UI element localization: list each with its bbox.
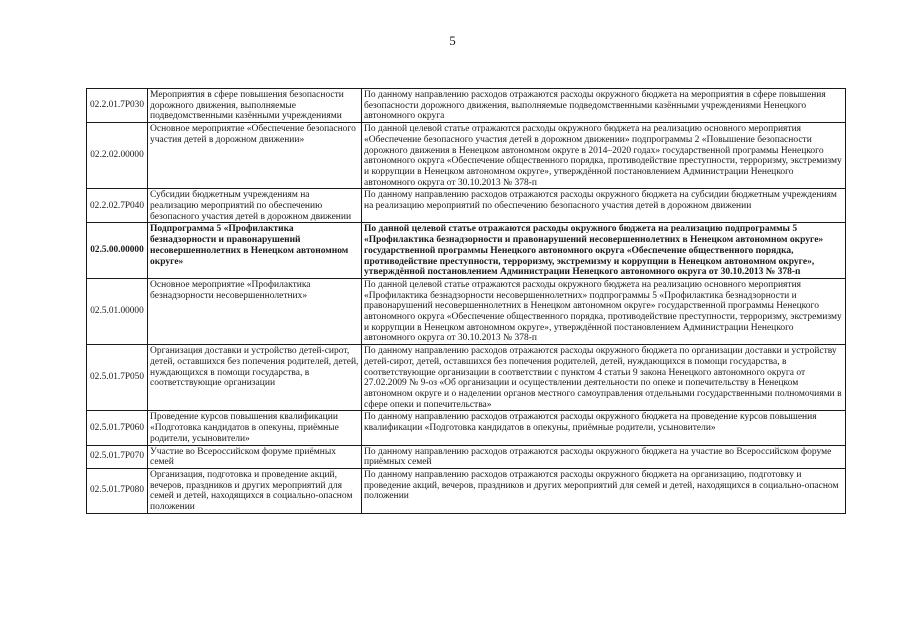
table-body [87, 89, 846, 514]
row-name-cell: Участие во Всероссийском форуме приёмных семей [148, 445, 362, 468]
row-name-cell: Подпрограмма 5 «Профилактика безнадзорности и правонарушений несовершеннолетних в Ненецком автономном округе» [148, 223, 362, 279]
budget-classification-table [86, 88, 846, 514]
row-code-cell: 02.2.02.7Р040 [87, 189, 148, 223]
row-code-cell: 02.2.02.00000 [87, 123, 148, 189]
row-code-cell: 02.5.00.00000 [87, 223, 148, 279]
row-code-cell: 02.5.01.7Р070 [87, 445, 148, 468]
table-row [87, 123, 846, 189]
row-description-cell: По данной целевой статье отражаются расходы окружного бюджета на реализацию основного мероприятия «Обеспечение безопасного участия детей в дорожном движении» подпрограммы 2 «Повышение безопасности дорожного движения в Ненецком автономном округе в 2014–2020 годах» государственной программы Ненецкого автономного округа «Обеспечение общественного порядка, противодействие преступности, терроризму, экстремизму и коррупции в Ненецком автономном округе», утверждённой постановлением Администрации Ненецкого автономного округа от 30.10.2013 № 378-п [362, 123, 846, 189]
table-row [87, 89, 846, 123]
row-code-cell: 02.2.01.7Р030 [87, 89, 148, 123]
row-name-cell: Мероприятия в сфере повышения безопасности дорожного движения, выполняемые подведомственными казёнными учреждениями [148, 89, 362, 123]
page-number: 5 [449, 33, 456, 48]
row-code-cell: 02.5.01.7Р060 [87, 411, 148, 445]
row-name-cell: Основное мероприятие «Обеспечение безопасного участия детей в дорожном движении» [148, 123, 362, 189]
table-row [87, 445, 846, 468]
table-row [87, 223, 846, 279]
row-description-cell: По данному направлению расходов отражаются расходы окружного бюджета по организации доставки и устройству детей-сирот, детей, оставшихся без попечения родителей, детей, нуждающихся в помощи государства, в соответствующие организации в соответствии с пунктом 4 статьи 9 закона Ненецкого автономного округа от 27.02.2009 № 9-оз «Об организации и осуществлении деятельности по опеке и попечительству в Ненецком автономном округе и о наделении органов местного самоуправления отдельными государственными полномочиями в сфере опеки и попечительства» [362, 345, 846, 411]
row-code-cell: 02.5.01.7Р080 [87, 468, 148, 513]
row-name-cell: Основное мероприятие «Профилактика безнадзорности несовершеннолетних» [148, 278, 362, 344]
row-description-cell: По данному направлению расходов отражаются расходы окружного бюджета на мероприятия в сфере повышения безопасности дорожного движения, выполняемые подведомственными казёнными учреждениями Ненецкого автономного округа [362, 89, 846, 123]
table-row [87, 345, 846, 411]
table-row [87, 189, 846, 223]
row-name-cell: Организация, подготовка и проведение акций, вечеров, праздников и других мероприятий для семей и детей, находящихся в социально-опасном положении [148, 468, 362, 513]
row-code-cell: 02.5.01.00000 [87, 278, 148, 344]
row-name-cell: Организация доставки и устройство детей-сирот, детей, оставшихся без попечения родителей, детей, нуждающихся в помощи государства, в соответствующие организации [148, 345, 362, 411]
row-description-cell: По данной целевой статье отражаются расходы окружного бюджета на реализацию подпрограммы 5 «Профилактика безнадзорности и правонарушений несовершеннолетних в Ненецком автономном округе» государственной программы Ненецкого автономного округа «Обеспечение общественного порядка, противодействие преступности, терроризму, экстремизму и коррупции в Ненецком автономном округе», утверждённой постановлением Администрации Ненецкого автономного округа от 30.10.2013 № 378-п [362, 223, 846, 279]
table-row [87, 468, 846, 513]
row-description-cell: По данной целевой статье отражаются расходы окружного бюджета на реализацию основного мероприятия «Профилактика безнадзорности несовершеннолетних» подпрограммы 5 «Профилактика безнадзорности и правонарушений несовершеннолетних в Ненецком автономном округе» государственной программы Ненецкого автономного округа «Обеспечение общественного порядка, противодействие преступности, терроризму, экстремизму и коррупции в Ненецком автономном округе», утверждённой постановлением Администрации Ненецкого автономного округа от 30.10.2013 № 378-п [362, 278, 846, 344]
row-description-cell: По данному направлению расходов отражаются расходы окружного бюджета на участие во Всероссийском форуме приёмных семей [362, 445, 846, 468]
row-code-cell: 02.5.01.7Р050 [87, 345, 148, 411]
row-name-cell: Проведение курсов повышения квалификации «Подготовка кандидатов в опекуны, приёмные родители, усыновители» [148, 411, 362, 445]
table-row [87, 411, 846, 445]
row-name-cell: Субсидии бюджетным учреждениям на реализацию мероприятий по обеспечению безопасного участия детей в дорожном движении [148, 189, 362, 223]
row-description-cell: По данному направлению расходов отражаются расходы окружного бюджета на организацию, подготовку и проведение акций, вечеров, праздников и других мероприятий для семей и детей, находящихся в социально-опасном положении [362, 468, 846, 513]
row-description-cell: По данному направлению расходов отражаются расходы окружного бюджета на проведение курсов повышения квалификации «Подготовка кандидатов в опекуны, приёмные родители, усыновители» [362, 411, 846, 445]
row-description-cell: По данному направлению расходов отражаются расходы окружного бюджета на субсидии бюджетным учреждениям на реализацию мероприятий по обеспечению безопасного участия детей в дорожном движении [362, 189, 846, 223]
table-row [87, 278, 846, 344]
